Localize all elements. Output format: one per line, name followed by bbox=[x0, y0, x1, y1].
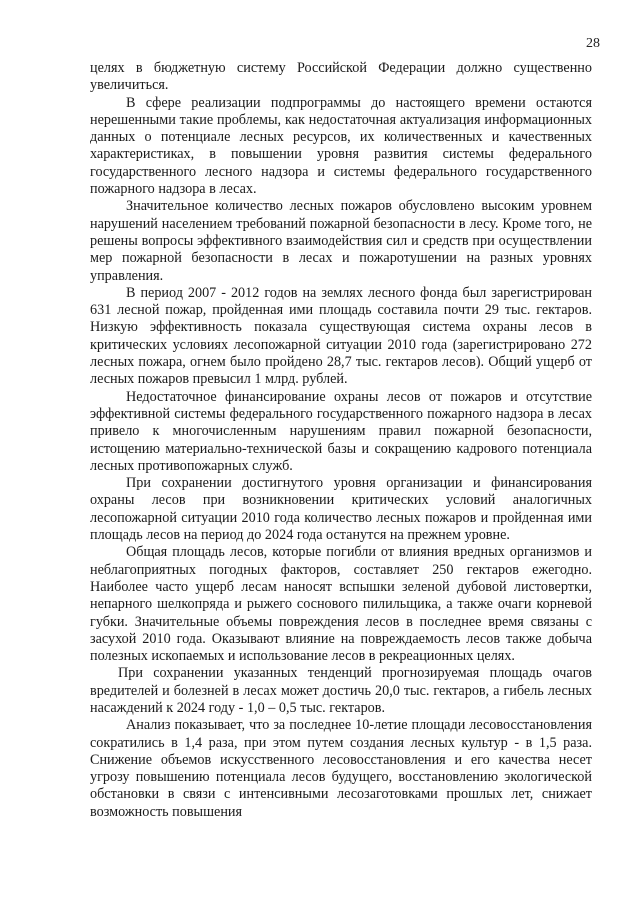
paragraph: целях в бюджетную систему Российской Федерации должно существенно увеличиться. bbox=[90, 60, 592, 94]
paragraph: В период 2007 - 2012 годов на землях лесного фонда был зарегистрирован 631 лесной пожар, пройденная ими площадь составила почти 29 тыс. гектаров. Низкую эффективность показала существующая система охраны лесов в критических условиях лесопожарной ситуации 2010 года (зарегистрировано 272 лесных пожара, огнем было пройдено 28,7 тыс. гектаров лесов). Общий ущерб от лесных пожаров превысил 1 млрд. рублей. bbox=[90, 284, 592, 388]
body-text bbox=[90, 60, 592, 821]
paragraph: При сохранении достигнутого уровня организации и финансирования охраны лесов при возникновении критических условий аналогичных лесопожарной ситуации 2010 года количество лесных пожаров и пройденная ими площадь лесов на период до 2024 года останутся на прежнем уровне. bbox=[90, 475, 592, 544]
paragraph: В сфере реализации подпрограммы до настоящего времени остаются нерешенными такие проблемы, как недостаточная актуализация информационных данных о потенциале лесных ресурсов, их количественных и качественных характеристиках, в повышении уровня развития системы федерального государственного лесного надзора и системы федерального государственного пожарного надзора в лесах. bbox=[90, 94, 592, 198]
paragraph: Общая площадь лесов, которые погибли от влияния вредных организмов и неблагоприятных погодных факторов, составляет 250 гектаров ежегодно. Наиболее часто ущерб лесам наносят вспышки зеленой дубовой листовертки, непарного шелкопряда и рыжего соснового пилильщика, а также очаги корневой губки. Значительные объемы повреждения лесов в последнее время связаны с засухой 2010 года. Оказывают влияние на повреждаемость лесов также добыча полезных ископаемых и использование лесов в рекреационных целях. bbox=[90, 544, 592, 665]
paragraph: При сохранении указанных тенденций прогнозируемая площадь очагов вредителей и болезней в лесах может достичь 20,0 тыс. гектаров, а гибель лесных насаждений к 2024 году - 1,0 – 0,5 тыс. гектаров. bbox=[90, 665, 592, 716]
paragraph: Недостаточное финансирование охраны лесов от пожаров и отсутствие эффективной системы федерального государственного пожарного надзора в лесах привело к многочисленным нарушениям правил пожарной безопасности, истощению материально-технической базы и сокращению кадрового потенциала лесных противопожарных служб. bbox=[90, 388, 592, 474]
paragraph: Анализ показывает, что за последнее 10-летие площади лесовосстановления сократились в 1,4 раза, при этом путем создания лесных культур - в 1,5 раза. Снижение объемов искусственного лесовосстановления и его качества несет угрозу повышению потенциала лесов будущего, восстановлению экологической обстановки в связи с интенсивными лесозаготовками прошлых лет, снижает возможность повышения bbox=[90, 717, 592, 820]
page-number: 28 bbox=[586, 36, 600, 51]
paragraph: Значительное количество лесных пожаров обусловлено высоким уровнем нарушений населением требований пожарной безопасности в лесу. Кроме того, не решены вопросы эффективного взаимодействия сил и средств при осуществлении мер пожарной безопасности в лесах и пожаротушении на разных уровнях управления. bbox=[90, 198, 592, 284]
